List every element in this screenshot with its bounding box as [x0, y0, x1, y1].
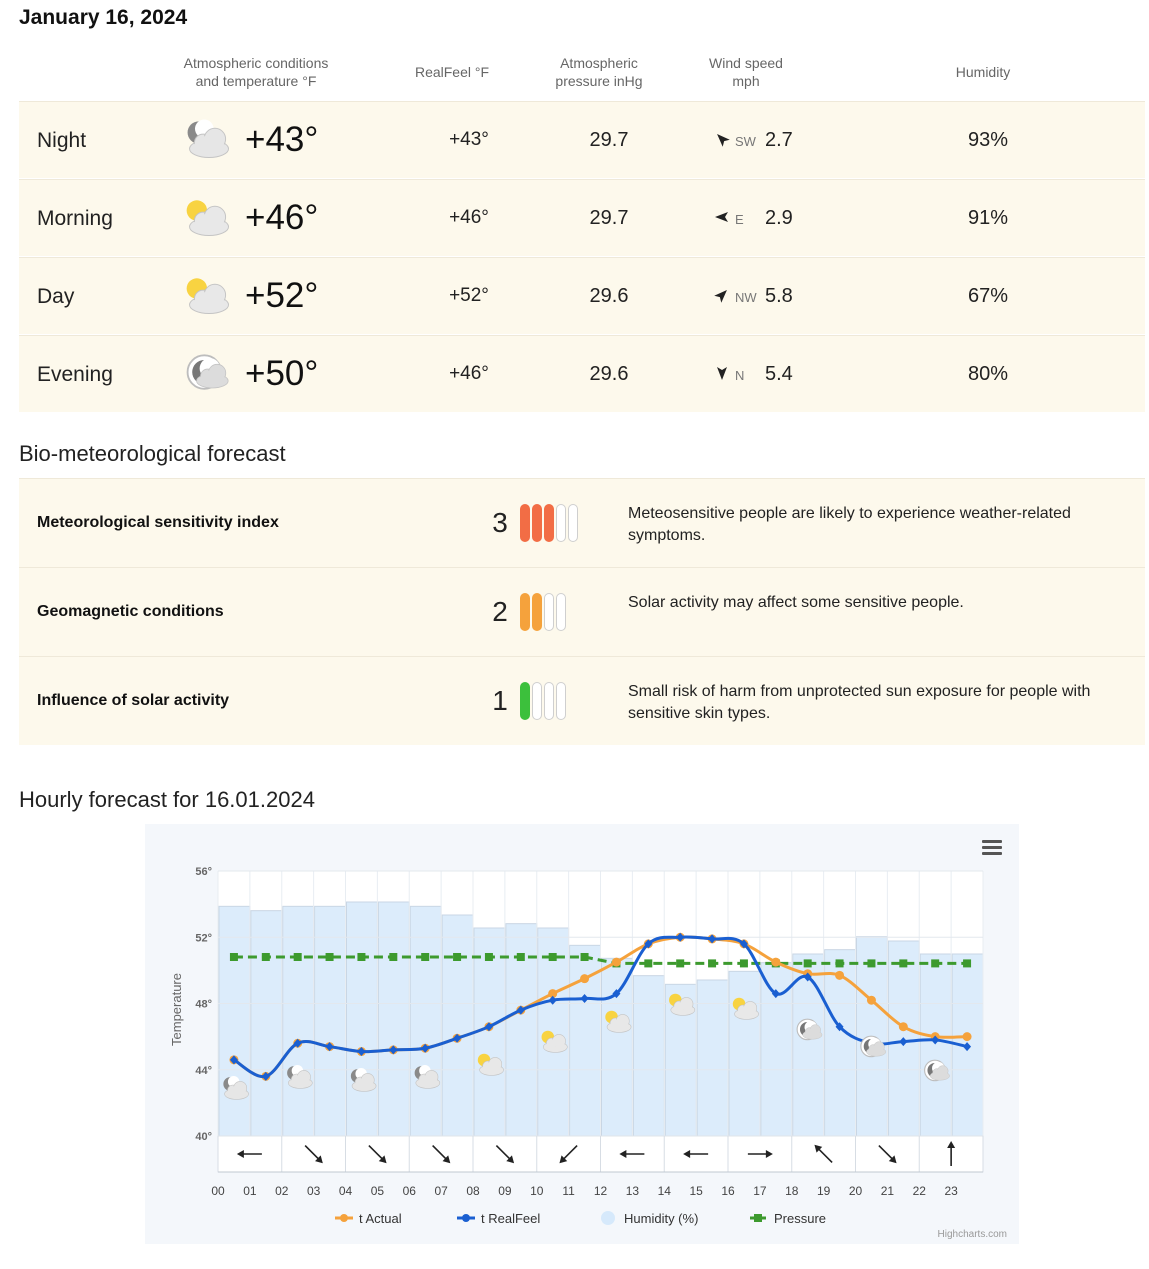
humidity-bar — [315, 906, 346, 1136]
realfeel-column-header: RealFeel °F — [414, 64, 490, 80]
legend-label: Pressure — [774, 1211, 827, 1226]
realfeel-value: +52° — [449, 285, 489, 306]
x-tick-label: 01 — [243, 1184, 257, 1198]
bio-row — [19, 656, 1145, 745]
legend-symbol — [340, 1214, 348, 1222]
legend-symbol — [754, 1214, 762, 1222]
bio-row — [19, 478, 1145, 567]
wind-speed: 5.4 — [765, 363, 793, 385]
period-row-night — [19, 101, 1145, 178]
x-tick-label: 16 — [721, 1184, 735, 1198]
level-bar — [556, 682, 566, 720]
realfeel-value: +43° — [449, 129, 489, 150]
bio-index-name: Meteorological sensitivity index — [37, 514, 279, 531]
x-tick-label: 02 — [275, 1184, 289, 1198]
pressure-value: 29.6 — [589, 285, 629, 307]
wind-speed: 5.8 — [765, 285, 793, 307]
y-tick-label: 48° — [195, 998, 212, 1011]
conditions-header-line1: Atmospheric conditions — [183, 55, 329, 71]
humidity-value: 80% — [967, 363, 1009, 385]
actual-temp-point — [899, 1022, 908, 1031]
x-tick-label: 13 — [625, 1184, 640, 1198]
bio-description: Meteosensitive people are likely to experience weather-related symptoms. — [628, 505, 1071, 544]
period-name: Night — [37, 129, 87, 152]
x-tick-label: 19 — [816, 1184, 831, 1198]
temperature: +46° — [245, 198, 319, 237]
pressure-point — [644, 959, 652, 967]
pressure-point — [326, 953, 334, 961]
level-bar — [544, 504, 554, 542]
wind-direction-arrow — [714, 209, 730, 225]
pressure-point — [676, 959, 684, 967]
hourly-section-title: Hourly forecast for 16.01.2024 — [19, 787, 315, 812]
x-tick-label: 10 — [530, 1184, 544, 1198]
pressure-point — [836, 959, 844, 967]
actual-temp-point — [580, 974, 589, 983]
x-tick-label: 22 — [912, 1184, 926, 1198]
wind-speed: 2.9 — [765, 207, 793, 229]
level-bar — [532, 593, 542, 631]
highcharts-credit[interactable]: Highcharts.com — [937, 1229, 1007, 1240]
actual-temp-point — [963, 1032, 972, 1041]
pressure-value: 29.7 — [589, 129, 629, 151]
period-row-evening — [19, 335, 1145, 412]
humidity-bar — [442, 915, 473, 1136]
x-tick-label: 00 — [211, 1184, 225, 1198]
x-tick-label: 06 — [402, 1184, 416, 1198]
x-tick-label: 17 — [753, 1184, 767, 1198]
bio-index-value: 1 — [492, 685, 508, 716]
y-tick-label: 52° — [195, 932, 212, 945]
x-tick-label: 05 — [370, 1184, 385, 1198]
partly-cloudy-day-icon — [182, 195, 234, 239]
legend-label: t RealFeel — [481, 1211, 541, 1226]
actual-temp-point — [771, 958, 780, 967]
x-tick-label: 21 — [880, 1184, 895, 1198]
period-name: Morning — [37, 207, 113, 230]
hourly-chart-svg — [145, 824, 1019, 1244]
humidity-bar — [729, 971, 760, 1136]
bio-section-title: Bio-meteorological forecast — [19, 441, 286, 466]
actual-temp-point — [612, 958, 621, 967]
weather-icon — [182, 195, 234, 239]
actual-temp-point — [835, 971, 844, 980]
pressure-value: 29.6 — [589, 363, 629, 385]
realfeel-value: +46° — [449, 363, 489, 384]
period-row-morning — [19, 179, 1145, 256]
hourly-chart — [145, 824, 1019, 1244]
pressure-point — [708, 959, 716, 967]
realfeel-value: +46° — [449, 207, 489, 228]
bio-row — [19, 567, 1145, 656]
bio-level-bars — [520, 504, 580, 542]
pressure-point — [899, 959, 907, 967]
humidity-value: 91% — [967, 207, 1009, 229]
y-axis-title: Temperature — [169, 973, 184, 1046]
legend-symbol — [462, 1214, 470, 1222]
x-tick-label: 09 — [498, 1184, 512, 1198]
level-bar — [532, 504, 542, 542]
wind-column-header — [698, 54, 794, 90]
period-row-day — [19, 257, 1145, 334]
humidity-bar — [219, 906, 250, 1136]
level-bar — [532, 682, 542, 720]
x-tick-label: 18 — [785, 1184, 799, 1198]
wind-header-line1: Wind speed — [709, 55, 783, 71]
y-tick-label: 40° — [195, 1131, 212, 1143]
weather-icon — [182, 273, 234, 317]
humidity-bar — [920, 954, 951, 1136]
legend-label: t Actual — [359, 1211, 402, 1226]
page-title: January 16, 2024 — [19, 6, 188, 29]
moon-cloud-icon — [182, 351, 234, 395]
humidity-bar — [251, 911, 282, 1136]
wind-direction-arrow — [714, 287, 730, 303]
legend-item[interactable] — [601, 1211, 698, 1226]
level-bar — [520, 504, 530, 542]
pressure-column-header — [548, 54, 650, 90]
level-bar — [520, 682, 530, 720]
temperature: +50° — [245, 354, 319, 393]
x-tick-label: 15 — [689, 1184, 703, 1198]
humidity-value: 93% — [967, 129, 1009, 151]
pressure-point — [357, 953, 365, 961]
period-name: Evening — [37, 363, 113, 386]
pressure-value: 29.7 — [589, 207, 629, 229]
partly-cloudy-day-icon — [182, 273, 234, 317]
humidity-bar — [633, 976, 664, 1136]
wind-header-line2: mph — [732, 73, 760, 89]
legend-item[interactable] — [457, 1211, 540, 1226]
wind-direction: NW — [735, 290, 757, 305]
cloudy-night-icon — [182, 117, 234, 161]
bio-description: Solar activity may affect some sensitive people. — [628, 594, 964, 611]
wind-direction: E — [735, 212, 744, 227]
pressure-point — [963, 959, 971, 967]
pressure-header-line2: pressure inHg — [555, 73, 643, 89]
pressure-point — [931, 959, 939, 967]
x-tick-label: 08 — [466, 1184, 480, 1198]
hamburger-menu-icon[interactable] — [977, 837, 1007, 863]
bio-level-bars — [520, 682, 568, 720]
humidity-column-header: Humidity — [955, 64, 1011, 80]
temperature: +52° — [245, 276, 319, 315]
wind-direction-arrow — [714, 131, 730, 147]
wind-arrow-icon — [714, 131, 730, 147]
pressure-point — [804, 959, 812, 967]
level-bar — [556, 593, 566, 631]
wind-direction: SW — [735, 134, 756, 149]
x-tick-label: 04 — [338, 1184, 353, 1198]
weather-icon — [182, 351, 234, 395]
wind-speed: 2.7 — [765, 129, 793, 151]
x-tick-label: 14 — [657, 1184, 671, 1198]
level-bar — [568, 504, 578, 542]
bio-index-value: 3 — [492, 507, 508, 538]
humidity-bar — [283, 906, 314, 1136]
level-bar — [556, 504, 566, 542]
humidity-value: 67% — [967, 285, 1009, 307]
pressure-point — [740, 959, 748, 967]
pressure-point — [867, 959, 875, 967]
bio-level-bars — [520, 593, 568, 631]
y-tick-label: 56° — [195, 866, 212, 878]
wind-arrow-icon — [714, 209, 730, 225]
legend-label: Humidity (%) — [624, 1211, 699, 1226]
wind-arrow-icon — [714, 365, 730, 381]
level-bar — [544, 593, 554, 631]
level-bar — [544, 682, 554, 720]
actual-temp-point — [867, 996, 876, 1005]
weather-icon — [182, 117, 234, 161]
pressure-point — [581, 953, 589, 961]
bio-index-name: Geomagnetic conditions — [37, 603, 224, 620]
pressure-point — [485, 953, 493, 961]
wind-direction-arrow — [714, 365, 730, 381]
bio-description: Small risk of harm from unprotected sun exposure for people with sensitive skin types. — [628, 683, 1091, 722]
legend-item[interactable] — [335, 1211, 402, 1226]
pressure-point — [389, 953, 397, 961]
pressure-point — [453, 953, 461, 961]
temperature: +43° — [245, 120, 319, 159]
humidity-bar — [602, 958, 633, 1136]
level-bar — [520, 593, 530, 631]
period-name: Day — [37, 285, 75, 308]
pressure-point — [517, 953, 525, 961]
legend-item[interactable] — [750, 1211, 826, 1226]
x-tick-label: 12 — [593, 1184, 608, 1198]
x-tick-label: 20 — [848, 1184, 863, 1198]
pressure-point — [294, 953, 302, 961]
conditions-column-header — [170, 54, 342, 90]
humidity-bar — [410, 906, 441, 1136]
y-tick-label: 44° — [195, 1064, 212, 1077]
pressure-point — [262, 953, 270, 961]
bio-index-value: 2 — [492, 596, 508, 627]
x-tick-label: 07 — [434, 1184, 448, 1198]
pressure-header-line1: Atmospheric — [560, 55, 638, 71]
x-tick-label: 23 — [944, 1184, 958, 1198]
pressure-point — [421, 953, 429, 961]
pressure-point — [230, 953, 238, 961]
bio-index-name: Influence of solar activity — [37, 692, 230, 709]
x-tick-label: 03 — [306, 1184, 321, 1198]
conditions-header-line2: and temperature °F — [195, 73, 317, 89]
wind-direction: N — [735, 368, 745, 383]
pressure-point — [549, 953, 557, 961]
wind-arrow-icon — [714, 287, 730, 303]
legend-symbol — [601, 1211, 615, 1225]
x-tick-label: 11 — [562, 1184, 575, 1198]
